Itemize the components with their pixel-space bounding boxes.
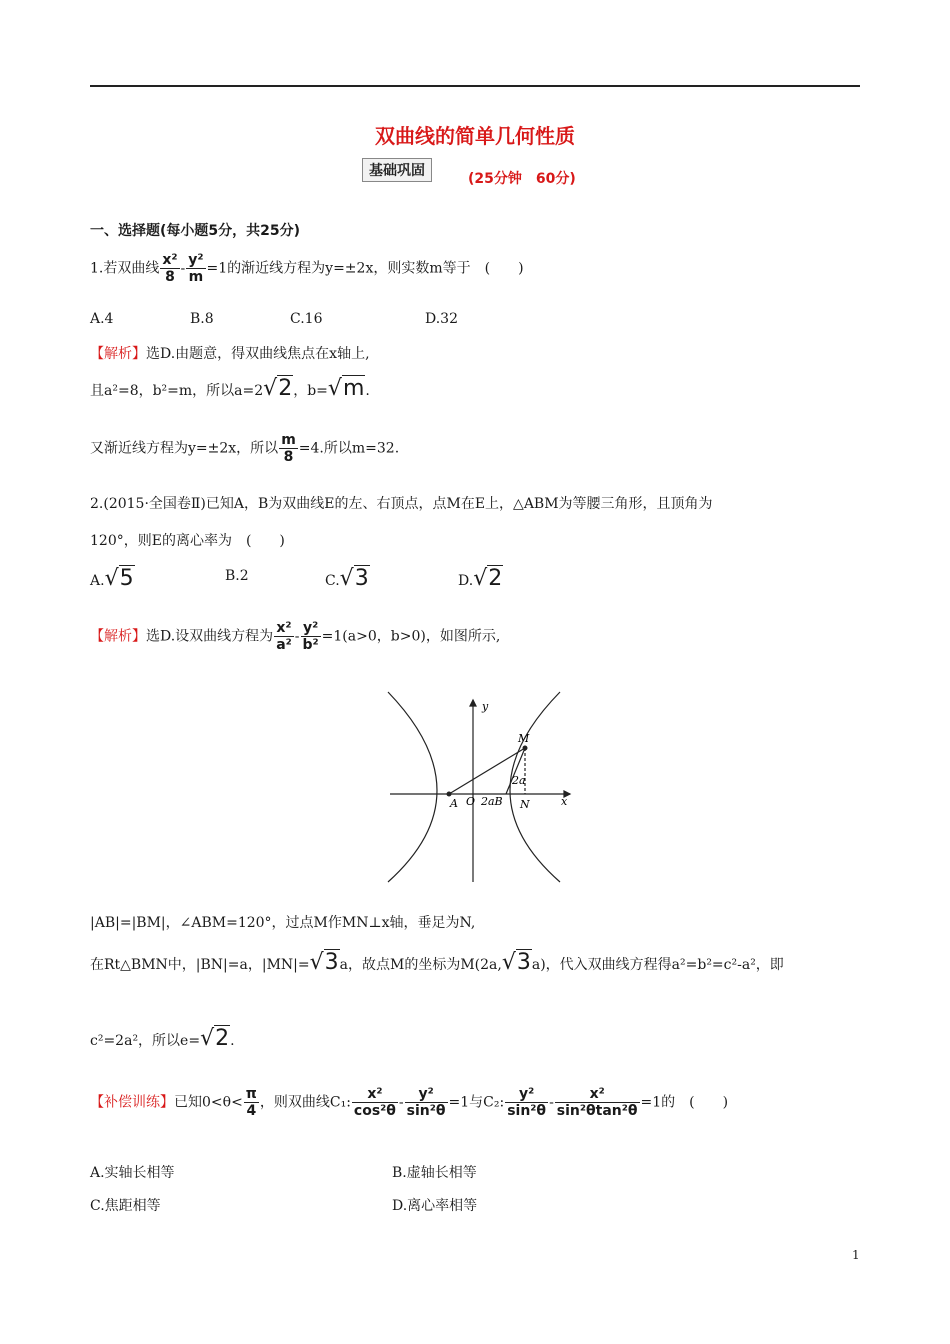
answer-2-line3: |AB|=|BM|，∠ABM=120°，过点M作MN⊥x轴，垂足为N, <box>90 915 476 931</box>
question-1: 1.若双曲线 $\frac{\text{x²}}{8}$ - $\frac{\text{y²}}{m}$ =1的渐近线方程为y=±2x，则实数m等于 ( ) <box>90 252 524 285</box>
compensation-question: 【补偿训练】已知0<θ< $\frac{\pi}{4}$ ，则双曲线C₁: $\frac{\text{x²}}{\text{cos²θ}}$ - $\frac{\text{y²}}{\text{sin²θ}}$ =1与C₂: $\frac{\text{y²}}{\text{sin²θ}}$ - $\frac{\text{x²}}{\text{sin²θtan²θ}}$ =1的 ( ) <box>90 1086 729 1119</box>
answer-tag: 【解析】 <box>90 628 146 645</box>
label-N: N <box>520 798 530 811</box>
a2-frac-y: $\frac{\text{y²}}{\text{b²}}$ <box>302 620 319 653</box>
q1-frac-x: $\frac{\text{x²}}{8}$ <box>162 252 178 285</box>
compensation-tag: 【补偿训练】 <box>90 1094 174 1111</box>
label-A: A <box>450 797 458 810</box>
comp-option-d: D.离心率相等 <box>392 1198 478 1214</box>
label-y: y <box>482 700 489 713</box>
q1-option-b: B.8 <box>190 311 214 327</box>
hyperbola-figure <box>380 690 580 885</box>
right-branch <box>510 692 560 882</box>
q1-option-d: D.32 <box>425 311 458 327</box>
answer-2-line4: 在Rt△BMN中，|BN|=a，|MN|=√3a，故点M的坐标为M(2a,√3a)，代入双曲线方程得a²=b²=c²-a²，即 <box>90 950 784 975</box>
timing-note: (25分钟 60分) <box>468 171 576 187</box>
point-M <box>523 746 528 751</box>
q2-option-a: A.√5 <box>90 566 134 591</box>
answer-1-line1: 【解析】选D.由题意，得双曲线焦点在x轴上, <box>90 346 370 362</box>
answer-tag: 【解析】 <box>90 346 146 362</box>
q1-frac-y: $\frac{\text{y²}}{m}$ <box>188 252 204 285</box>
label-O: O <box>466 795 476 808</box>
section-heading: 一、选择题(每小题5分，共25分) <box>90 223 301 239</box>
q2-option-b: B.2 <box>225 568 249 584</box>
sqrt-m: √m <box>327 376 365 401</box>
sqrt-2: √2 <box>263 376 293 401</box>
question-2-line2: 120°，则E的离心率为 ( ) <box>90 533 285 549</box>
q1-lead: 1.若双曲线 <box>90 260 160 277</box>
answer-1-line2: 且a²=8，b²=m，所以a=2√2，b=√m. <box>90 376 370 401</box>
q1-option-a: A.4 <box>90 311 114 327</box>
segment-AM <box>449 748 525 794</box>
section-badge: 基础巩固 <box>362 158 432 182</box>
answer-1-line3: 又渐近线方程为y=±2x，所以 $\frac{m}{8}$ =4.所以m=32. <box>90 432 400 465</box>
segment-BM <box>506 748 525 794</box>
label-2a: 2a <box>512 774 526 787</box>
comp-option-c: C.焦距相等 <box>90 1198 161 1214</box>
label-B: 2aB <box>481 795 503 808</box>
comp-option-a: A.实轴长相等 <box>90 1165 175 1181</box>
page-number: 1 <box>852 1248 860 1262</box>
a2-frac-x: $\frac{\text{x²}}{\text{a²}}$ <box>276 620 292 653</box>
point-A <box>447 792 452 797</box>
header-rule <box>90 85 860 87</box>
page-title: 双曲线的简单几何性质 <box>375 124 575 148</box>
label-x: x <box>561 795 568 808</box>
comp-option-b: B.虚轴长相等 <box>392 1165 477 1181</box>
question-2-line1: 2.(2015·全国卷Ⅱ)已知A，B为双曲线E的左、右顶点，点M在E上，△ABM为等腰三角形，且顶角为 <box>90 496 713 512</box>
answer-2-line1: 【解析】选D.设双曲线方程为 $\frac{\text{x²}}{\text{a²}}$ - $\frac{\text{y²}}{\text{b²}}$ =1(a>0，b>0)，如图所示, <box>90 620 501 653</box>
q2-option-d: D.√2 <box>458 566 503 591</box>
q1-option-c: C.16 <box>290 311 323 327</box>
label-M: M <box>518 732 530 745</box>
q2-option-c: C.√3 <box>325 566 369 591</box>
a1-frac-m8: $\frac{m}{8}$ <box>281 432 296 465</box>
left-branch <box>388 692 437 882</box>
answer-2-line5: c²=2a²，所以e=√2. <box>90 1026 235 1051</box>
q1-rest: =1的渐近线方程为y=±2x，则实数m等于 ( ) <box>206 260 524 277</box>
